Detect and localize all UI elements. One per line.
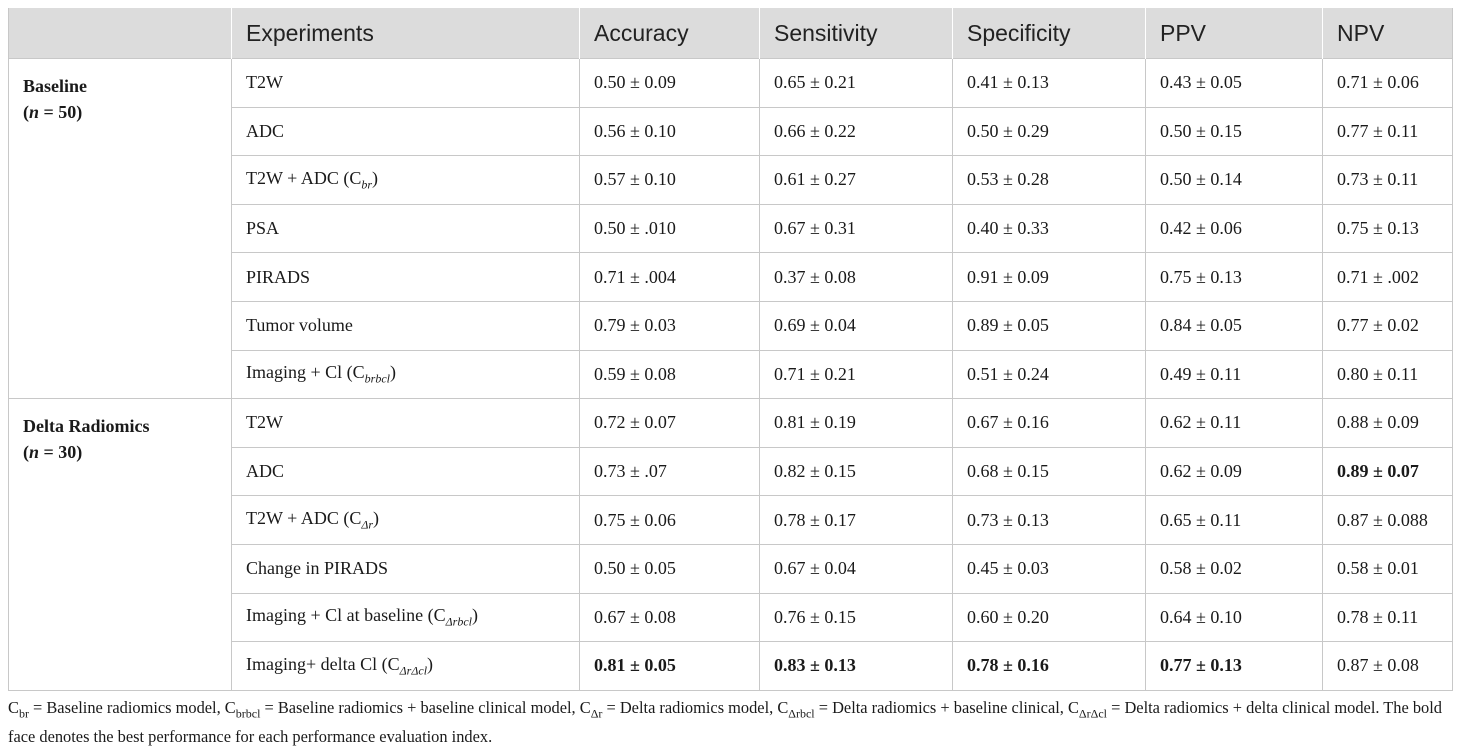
experiment-label: PIRADS — [246, 266, 311, 287]
sensitivity-cell: 0.61 ± 0.27 — [760, 156, 953, 205]
footnote — [8, 696, 1452, 748]
footnote-text: = Baseline radiomics model, C — [28, 698, 236, 717]
specificity-cell: 0.41 ± 0.13 — [953, 59, 1146, 108]
npv-cell: 0.88 ± 0.09 — [1323, 399, 1453, 448]
accuracy-cell: 0.72 ± 0.07 — [580, 399, 760, 448]
ppv-cell: 0.64 ± 0.10 — [1146, 593, 1323, 642]
results-table — [8, 8, 1453, 691]
ppv-cell: 0.42 ± 0.06 — [1146, 204, 1323, 253]
accuracy-cell: 0.50 ± .010 — [580, 204, 760, 253]
experiment-cell — [232, 350, 580, 399]
header-row — [9, 8, 1453, 59]
footnote-text: = Baseline radiomics + baseline clinical model, C — [260, 698, 591, 717]
ppv-cell: 0.77 ± 0.13 — [1146, 642, 1323, 691]
experiment-label: T2W + ADC (C — [246, 167, 362, 188]
group-label — [9, 399, 232, 691]
experiment-label: T2W — [246, 72, 283, 93]
group-n: (n = 30) — [23, 442, 83, 463]
sensitivity-cell: 0.37 ± 0.08 — [760, 253, 953, 302]
ppv-cell: 0.50 ± 0.15 — [1146, 107, 1323, 156]
group-name: Baseline — [23, 76, 88, 96]
experiment-label-end: ) — [373, 507, 380, 528]
accuracy-cell: 0.79 ± 0.03 — [580, 301, 760, 350]
ppv-cell: 0.49 ± 0.11 — [1146, 350, 1323, 399]
footnote-subscript: brbcl — [235, 706, 261, 721]
experiment-label: T2W — [246, 412, 283, 433]
header-group — [9, 8, 232, 59]
experiment-cell — [232, 156, 580, 205]
sensitivity-cell: 0.76 ± 0.15 — [760, 593, 953, 642]
header-specificity: Specificity — [953, 8, 1146, 59]
header-accuracy: Accuracy — [580, 8, 760, 59]
npv-cell: 0.87 ± 0.088 — [1323, 496, 1453, 545]
ppv-cell: 0.84 ± 0.05 — [1146, 301, 1323, 350]
ppv-cell: 0.58 ± 0.02 — [1146, 544, 1323, 593]
header-ppv: PPV — [1146, 8, 1323, 59]
accuracy-cell: 0.50 ± 0.09 — [580, 59, 760, 108]
experiment-cell — [232, 496, 580, 545]
specificity-cell: 0.51 ± 0.24 — [953, 350, 1146, 399]
ppv-cell: 0.62 ± 0.11 — [1146, 399, 1323, 448]
header-experiments: Experiments — [232, 8, 580, 59]
footnote-subscript: Δr — [590, 706, 603, 721]
experiment-cell — [232, 593, 580, 642]
footnote-text: = Delta radiomics + baseline clinical, C — [814, 698, 1079, 717]
experiment-label: ADC — [246, 120, 285, 141]
experiment-label: ADC — [246, 461, 285, 482]
experiment-label-end: ) — [471, 605, 478, 626]
ppv-cell: 0.50 ± 0.14 — [1146, 156, 1323, 205]
sensitivity-cell: 0.82 ± 0.15 — [760, 447, 953, 496]
experiment-cell — [232, 204, 580, 253]
sensitivity-cell: 0.65 ± 0.21 — [760, 59, 953, 108]
group-name: Delta Radiomics — [23, 416, 150, 437]
accuracy-cell: 0.81 ± 0.05 — [580, 642, 760, 691]
sensitivity-cell: 0.69 ± 0.04 — [760, 301, 953, 350]
experiment-cell — [232, 59, 580, 108]
experiment-label: PSA — [246, 218, 280, 239]
accuracy-cell: 0.73 ± .07 — [580, 447, 760, 496]
group-label — [9, 59, 232, 399]
sensitivity-cell: 0.66 ± 0.22 — [760, 107, 953, 156]
footnote-subscript: ΔrΔcl — [1078, 706, 1108, 721]
accuracy-cell: 0.57 ± 0.10 — [580, 156, 760, 205]
specificity-cell: 0.53 ± 0.28 — [953, 156, 1146, 205]
experiment-subscript: Δr — [361, 517, 374, 532]
footnote-text: = Delta radiomics model, C — [602, 698, 789, 717]
experiment-label: Imaging+ delta Cl (C — [246, 653, 400, 674]
experiment-cell — [232, 253, 580, 302]
npv-cell: 0.75 ± 0.13 — [1323, 204, 1453, 253]
table-container — [8, 8, 1452, 691]
npv-cell: 0.71 ± .002 — [1323, 253, 1453, 302]
experiment-subscript: br — [361, 177, 372, 192]
experiment-subscript: Δrbcl — [445, 614, 472, 629]
specificity-cell: 0.40 ± 0.33 — [953, 204, 1146, 253]
experiment-label-end: ) — [372, 167, 378, 188]
specificity-cell: 0.91 ± 0.09 — [953, 253, 1146, 302]
npv-cell: 0.87 ± 0.08 — [1323, 642, 1453, 691]
table-row — [9, 399, 1453, 448]
specificity-cell: 0.73 ± 0.13 — [953, 496, 1146, 545]
npv-cell: 0.80 ± 0.11 — [1323, 350, 1453, 399]
group-n: (n = 50) — [23, 102, 83, 122]
table-body — [9, 59, 1453, 691]
experiment-cell — [232, 399, 580, 448]
footnote-subscript: Δrbcl — [788, 706, 815, 721]
npv-cell: 0.78 ± 0.11 — [1323, 593, 1453, 642]
ppv-cell: 0.65 ± 0.11 — [1146, 496, 1323, 545]
sensitivity-cell: 0.67 ± 0.31 — [760, 204, 953, 253]
npv-cell: 0.71 ± 0.06 — [1323, 59, 1453, 108]
specificity-cell: 0.78 ± 0.16 — [953, 642, 1146, 691]
header-sensitivity: Sensitivity — [760, 8, 953, 59]
experiment-cell — [232, 642, 580, 691]
experiment-label: T2W + ADC (C — [246, 507, 362, 528]
experiment-cell — [232, 107, 580, 156]
footnote-text: = Delta radiomics + delta clinical model. The bold face denotes the best performance for each performance evaluation index. — [8, 698, 1442, 747]
sensitivity-cell: 0.78 ± 0.17 — [760, 496, 953, 545]
accuracy-cell: 0.75 ± 0.06 — [580, 496, 760, 545]
specificity-cell: 0.60 ± 0.20 — [953, 593, 1146, 642]
specificity-cell: 0.50 ± 0.29 — [953, 107, 1146, 156]
sensitivity-cell: 0.67 ± 0.04 — [760, 544, 953, 593]
footnote-text: C — [8, 698, 19, 717]
specificity-cell: 0.68 ± 0.15 — [953, 447, 1146, 496]
specificity-cell: 0.67 ± 0.16 — [953, 399, 1146, 448]
npv-cell: 0.77 ± 0.02 — [1323, 301, 1453, 350]
npv-cell: 0.73 ± 0.11 — [1323, 156, 1453, 205]
experiment-label-end: ) — [390, 362, 396, 383]
specificity-cell: 0.89 ± 0.05 — [953, 301, 1146, 350]
experiment-subscript: brbcl — [364, 371, 390, 386]
sensitivity-cell: 0.83 ± 0.13 — [760, 642, 953, 691]
footnote-subscript: br — [18, 706, 29, 721]
experiment-cell — [232, 301, 580, 350]
experiment-label: Change in PIRADS — [246, 558, 389, 579]
accuracy-cell: 0.56 ± 0.10 — [580, 107, 760, 156]
experiment-label-end: ) — [427, 653, 434, 674]
accuracy-cell: 0.50 ± 0.05 — [580, 544, 760, 593]
accuracy-cell: 0.59 ± 0.08 — [580, 350, 760, 399]
experiment-cell — [232, 544, 580, 593]
header-npv: NPV — [1323, 8, 1453, 59]
npv-cell: 0.58 ± 0.01 — [1323, 544, 1453, 593]
experiment-label: Imaging + Cl (C — [246, 362, 365, 383]
ppv-cell: 0.62 ± 0.09 — [1146, 447, 1323, 496]
specificity-cell: 0.45 ± 0.03 — [953, 544, 1146, 593]
ppv-cell: 0.75 ± 0.13 — [1146, 253, 1323, 302]
ppv-cell: 0.43 ± 0.05 — [1146, 59, 1323, 108]
experiment-label: Imaging + Cl at baseline (C — [246, 605, 446, 626]
sensitivity-cell: 0.71 ± 0.21 — [760, 350, 953, 399]
npv-cell: 0.77 ± 0.11 — [1323, 107, 1453, 156]
npv-cell: 0.89 ± 0.07 — [1323, 447, 1453, 496]
experiment-subscript: ΔrΔcl — [399, 663, 428, 678]
experiment-cell — [232, 447, 580, 496]
sensitivity-cell: 0.81 ± 0.19 — [760, 399, 953, 448]
experiment-label: Tumor volume — [246, 315, 353, 336]
accuracy-cell: 0.71 ± .004 — [580, 253, 760, 302]
table-row — [9, 59, 1453, 108]
accuracy-cell: 0.67 ± 0.08 — [580, 593, 760, 642]
